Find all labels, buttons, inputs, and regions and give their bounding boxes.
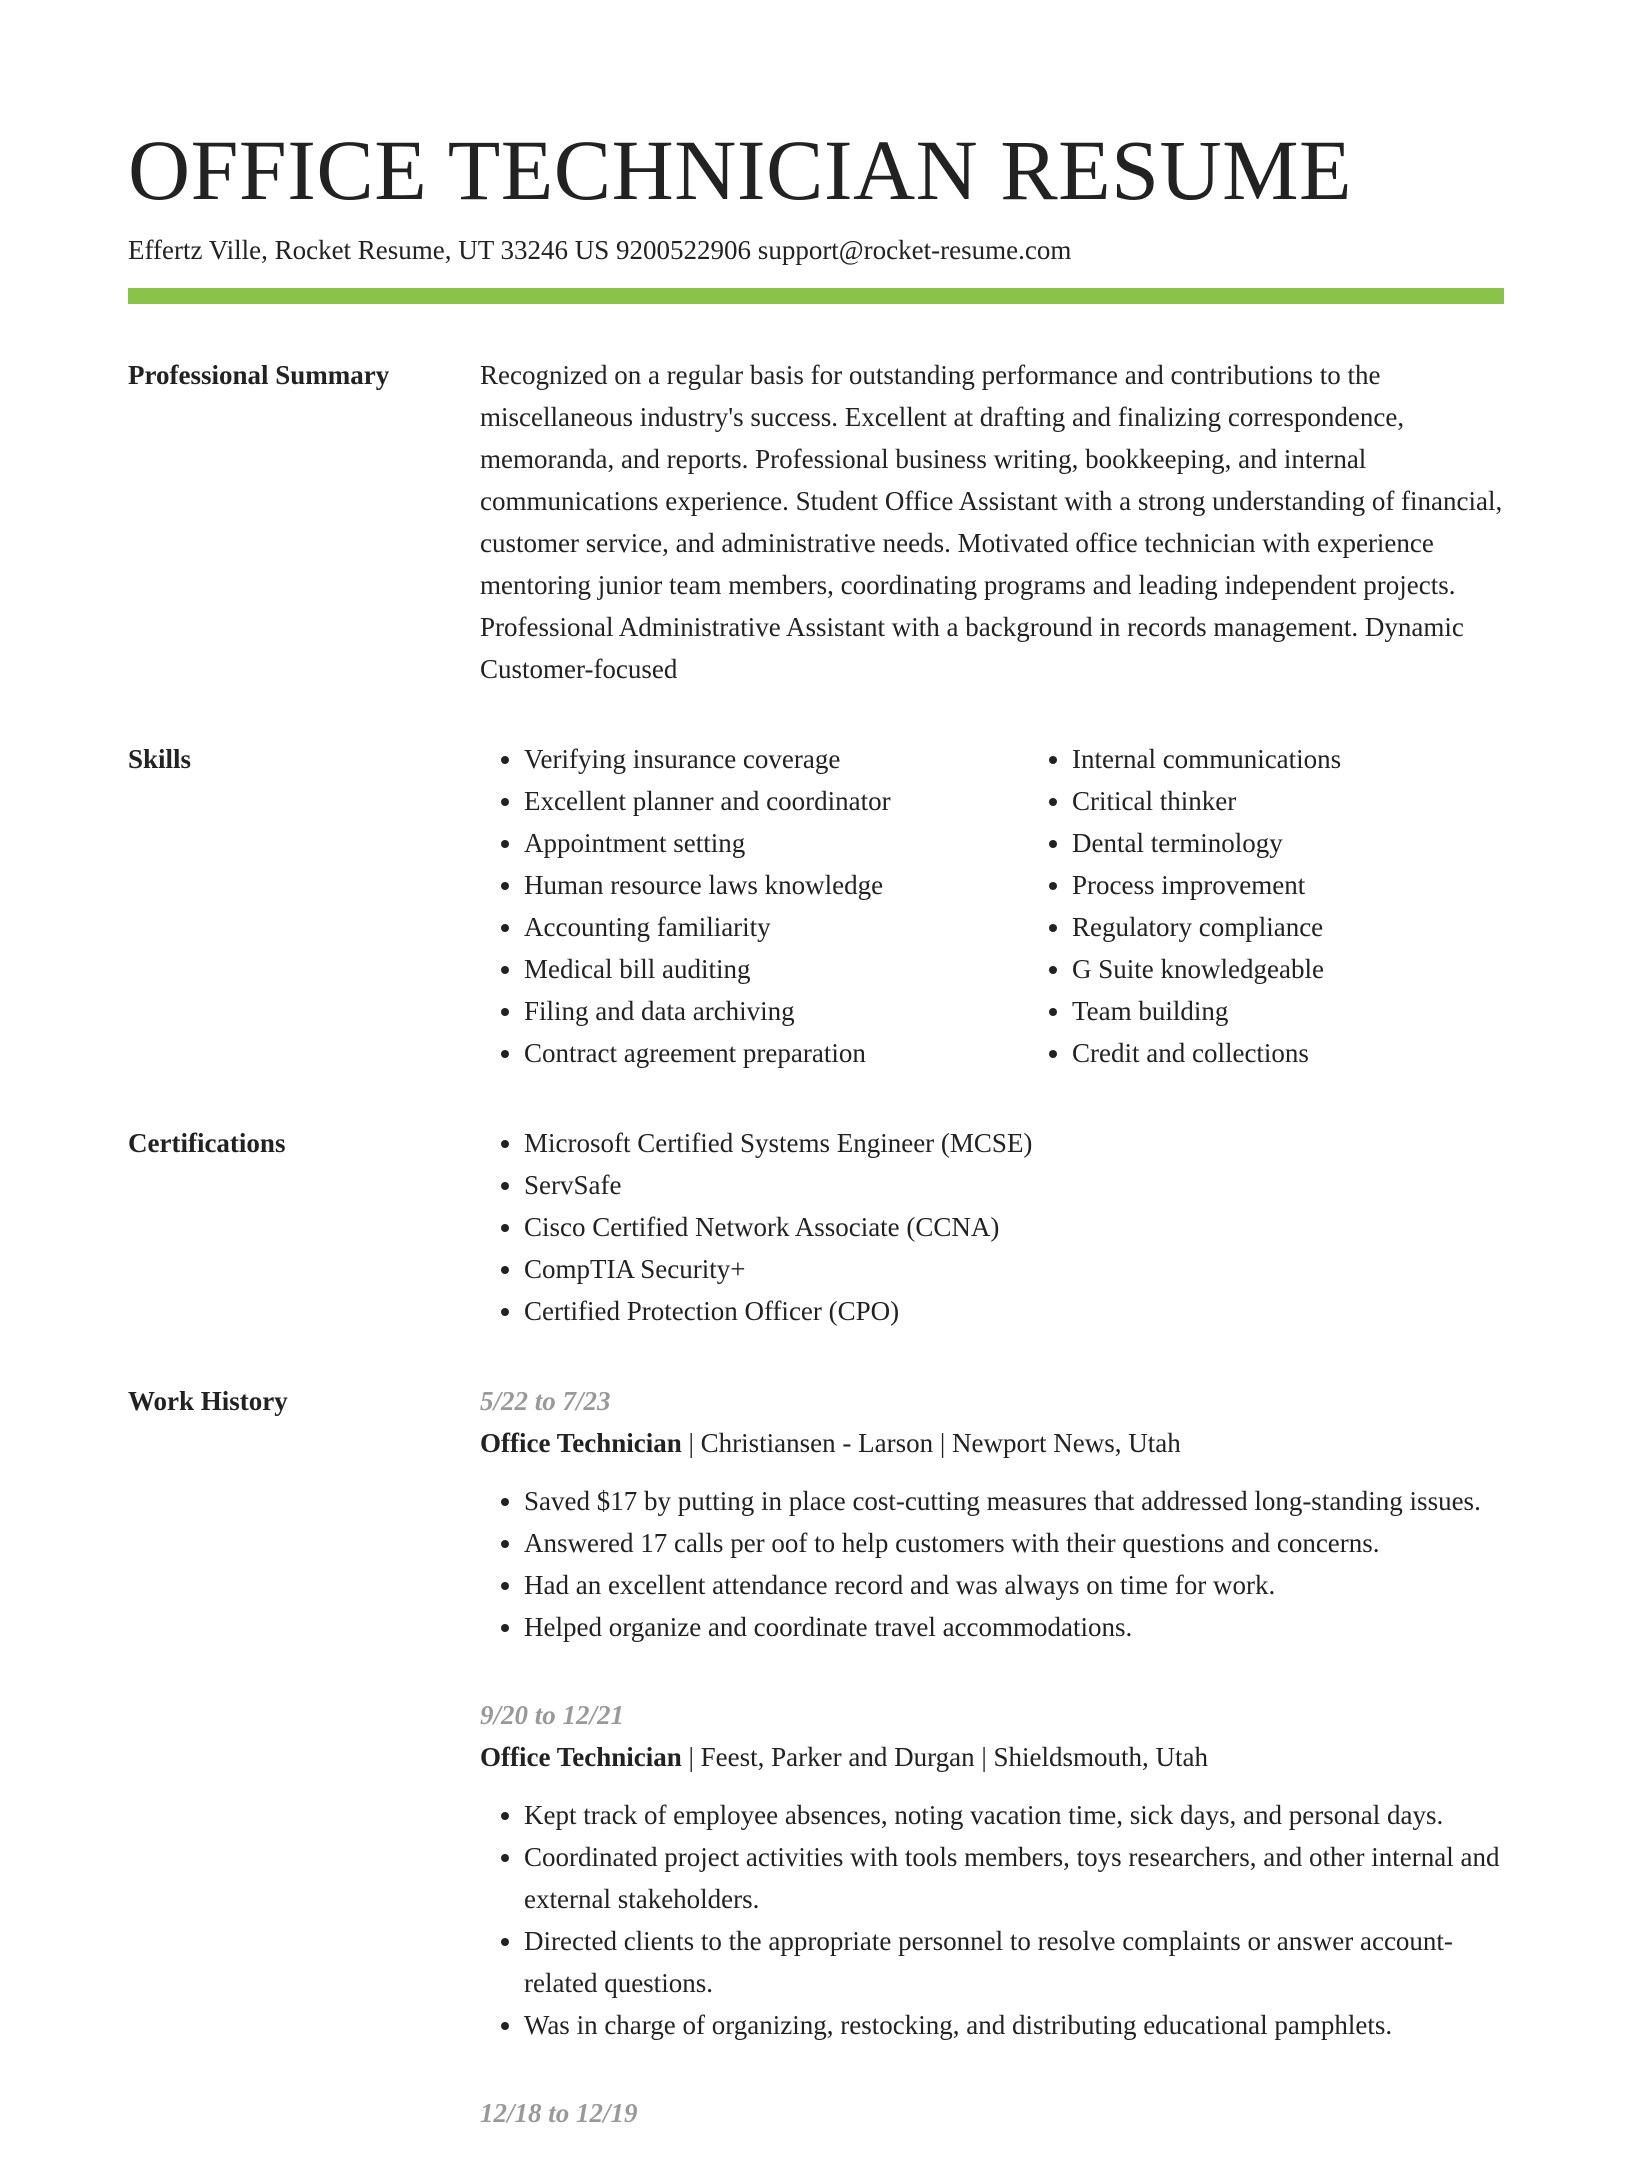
job-title-line bbox=[480, 1422, 1504, 1464]
accent-divider bbox=[128, 288, 1504, 304]
job-bullet: • Directed clients to the appropriate personnel to resolve complaints or answer account-related questions. bbox=[524, 1920, 1504, 2004]
job-bullet: • Answered 17 calls per oof to help customers with their questions and concerns. bbox=[524, 1522, 1504, 1564]
certification-item: • Cisco Certified Network Associate (CCNA) bbox=[524, 1206, 1504, 1248]
section-heading: Work History bbox=[128, 1386, 288, 1416]
section-heading: Professional Summary bbox=[128, 360, 390, 390]
job-bullet: • Had an excellent attendance record and was always on time for work. bbox=[524, 1564, 1504, 1606]
job-entry bbox=[480, 2092, 1504, 2134]
skill-item: • Filing and data archiving bbox=[524, 990, 1028, 1032]
skill-item: • Critical thinker bbox=[1072, 780, 1341, 822]
job-bullets bbox=[480, 1794, 1504, 2046]
job-title-line bbox=[480, 1736, 1504, 1778]
section-heading: Certifications bbox=[128, 1128, 286, 1158]
job-details: | Christiansen - Larson | Newport News, Utah bbox=[681, 1428, 1181, 1458]
skill-item: • Appointment setting bbox=[524, 822, 1028, 864]
job-bullet: • Coordinated project activities with tools members, toys researchers, and other internal and external stakeholders. bbox=[524, 1836, 1504, 1920]
skill-item: • Medical bill auditing bbox=[524, 948, 1028, 990]
certification-item: • ServSafe bbox=[524, 1164, 1504, 1206]
job-title: Office Technician bbox=[480, 1428, 682, 1458]
certification-item: • Certified Protection Officer (CPO) bbox=[524, 1290, 1504, 1332]
certifications-section bbox=[128, 1122, 1504, 1332]
job-entry bbox=[480, 1694, 1504, 2046]
skill-item: • Human resource laws knowledge bbox=[524, 864, 1028, 906]
job-title: Office Technician bbox=[480, 1742, 682, 1772]
job-bullet: • Saved $17 by putting in place cost-cutting measures that addressed long-standing issues. bbox=[524, 1480, 1504, 1522]
job-entry bbox=[480, 1380, 1504, 1648]
section-heading: Skills bbox=[128, 744, 192, 774]
work-history-section bbox=[128, 1380, 1504, 2180]
skill-item: • Verifying insurance coverage bbox=[524, 738, 1028, 780]
resume-title: OFFICE TECHNICIAN RESUME bbox=[128, 122, 1353, 218]
skill-item: • Contract agreement preparation bbox=[524, 1032, 1028, 1074]
resume-page bbox=[128, 0, 1504, 2180]
skill-item: • Dental terminology bbox=[1072, 822, 1341, 864]
job-bullet: • Helped organize and coordinate travel accommodations. bbox=[524, 1606, 1504, 1648]
contact-line: Effertz Ville, Rocket Resume, UT 33246 US 9200522906 support@rocket-resume.com bbox=[128, 235, 1072, 265]
skill-item: • Process improvement bbox=[1072, 864, 1341, 906]
skill-item: • Accounting familiarity bbox=[524, 906, 1028, 948]
job-dates: 9/20 to 12/21 bbox=[480, 1700, 625, 1730]
job-dates: 5/22 to 7/23 bbox=[480, 1386, 611, 1416]
skills-list-right bbox=[1028, 738, 1341, 1074]
job-dates: 12/18 to 12/19 bbox=[480, 2098, 638, 2128]
job-bullet: • Kept track of employee absences, noting vacation time, sick days, and personal days. bbox=[524, 1794, 1504, 1836]
certification-item: • CompTIA Security+ bbox=[524, 1248, 1504, 1290]
certification-item: • Microsoft Certified Systems Engineer (MCSE) bbox=[524, 1122, 1504, 1164]
job-bullet: • Was in charge of organizing, restocking, and distributing educational pamphlets. bbox=[524, 2004, 1504, 2046]
skill-item: • Regulatory compliance bbox=[1072, 906, 1341, 948]
summary-section bbox=[128, 354, 1504, 690]
skills-list-left bbox=[480, 738, 1028, 1074]
skill-item: • Credit and collections bbox=[1072, 1032, 1341, 1074]
certifications-list bbox=[480, 1122, 1504, 1332]
job-bullets bbox=[480, 1480, 1504, 1648]
skills-section bbox=[128, 738, 1504, 1074]
skill-item: • Internal communications bbox=[1072, 738, 1341, 780]
skill-item: • Excellent planner and coordinator bbox=[524, 780, 1028, 822]
skill-item: • G Suite knowledgeable bbox=[1072, 948, 1341, 990]
summary-text: Recognized on a regular basis for outstanding performance and contributions to the miscellaneous industry's success. Excellent at drafting and finalizing correspondence, memoranda, and reports. Professional business writing, bookkeeping, and internal communications experience. Student Office Assistant with a strong understanding of financial, customer service, and administrative needs. Motivated office technician with experience mentoring junior team members, coordinating programs and leading independent projects. Professional Administrative Assistant with a background in records management. Dynamic Customer-focused bbox=[480, 360, 1503, 684]
job-details: | Feest, Parker and Durgan | Shieldsmouth, Utah bbox=[681, 1742, 1208, 1772]
skill-item: • Team building bbox=[1072, 990, 1341, 1032]
